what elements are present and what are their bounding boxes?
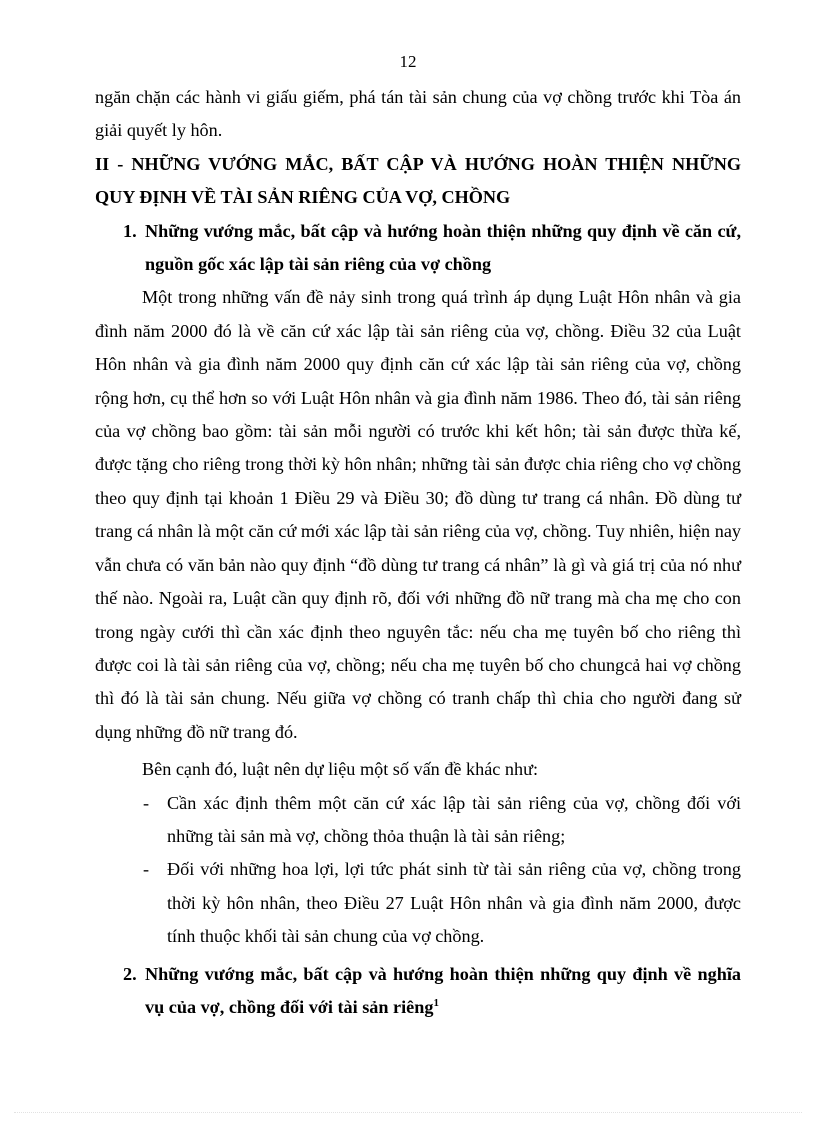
bullet-dash: -	[143, 859, 150, 880]
subsection-title	[145, 958, 741, 1025]
page-bottom-divider	[14, 1112, 802, 1113]
bullet-dash: -	[143, 792, 150, 813]
list-item-text: Đối với những hoa lợi, lợi tức phát sinh từ tài sản riêng của vợ, chồng trong thời kỳ hôn nhân, theo Điều 27 Luật Hôn nhân và gia đình năm 2000, được tính thuộc khối tài sản chung của vợ chồng.	[167, 859, 741, 947]
page-number: 12	[399, 52, 417, 71]
body-paragraph-intro: Bên cạnh đó, luật nên dự liệu một số vấn đề khác như:	[142, 759, 539, 780]
subsection-title-text: Những vướng mắc, bất cập và hướng hoàn thiện những quy định về nghĩa vụ của vợ, chồng đối với tài sản riêng	[145, 963, 741, 1017]
section-heading-ii: II - NHỮNG VƯỚNG MẮC, BẤT CẬP VÀ HƯỚNG HOÀN THIỆN NHỮNG QUY ĐỊNH VỀ TÀI SẢN RIÊNG CỦA VỢ, CHỒNG	[95, 153, 741, 208]
subsection-number: 2.	[123, 963, 137, 984]
footnote-marker[interactable]: 1	[433, 996, 439, 1009]
continuation-paragraph: ngăn chặn các hành vi giấu giếm, phá tán tài sản chung của vợ chồng trước khi Tòa án giải quyết ly hôn.	[95, 87, 741, 141]
subsection-number: 1.	[123, 220, 137, 241]
list-item	[143, 787, 741, 854]
list-item-text: Cần xác định thêm một căn cứ xác lập tài sản riêng của vợ, chồng đối với những tài sản mà vợ, chồng thỏa thuận là tài sản riêng;	[167, 792, 741, 846]
subsection-heading-2	[123, 958, 741, 1025]
body-paragraph: Một trong những vấn đề nảy sinh trong quá trình áp dụng Luật Hôn nhân và gia đình năm 2000 đó là về căn cứ xác lập tài sản riêng của vợ, chồng. Điều 32 của Luật Hôn nhân và gia đình năm 2000 quy định căn cứ xác lập tài sản riêng của vợ, chồng rộng hơn, cụ thể hơn so với Luật Hôn nhân và gia đình năm 1986. Theo đó, tài sản riêng của vợ chồng bao gồm: tài sản mỗi người có trước khi kết hôn; tài sản được thừa kế, được tặng cho riêng trong thời kỳ hôn nhân; những tài sản được chia riêng cho vợ chồng theo quy định tại khoản 1 Điều 29 và Điều 30; đồ dùng tư trang cá nhân. Đồ dùng tư trang cá nhân là một căn cứ mới xác lập tài sản riêng của vợ, chồng. Tuy nhiên, hiện nay vẫn chưa có văn bản nào quy định “đồ dùng tư trang cá nhân” là gì và giá trị của nó như thế nào. Ngoài ra, Luật cần quy định rõ, đối với những đồ nữ trang mà cha mẹ cho con trong ngày cưới thì cần xác định theo nguyên tắc: nếu cha mẹ tuyên bố cho riêng thì được coi là tài sản riêng của vợ, chồng; nếu cha mẹ tuyên bố cho chungcả hai vợ chồng thì đó là tài sản chung. Nếu giữa vợ chồng có tranh chấp thì chia cho người đang sử dụng những đồ nữ trang đó.	[95, 287, 741, 742]
subsection-heading-1	[123, 215, 741, 282]
subsection-title: Những vướng mắc, bất cập và hướng hoàn thiện những quy định về căn cứ, nguồn gốc xác lập tài sản riêng của vợ chồng	[145, 220, 741, 275]
list-item	[143, 853, 741, 953]
page-content	[95, 81, 741, 1024]
